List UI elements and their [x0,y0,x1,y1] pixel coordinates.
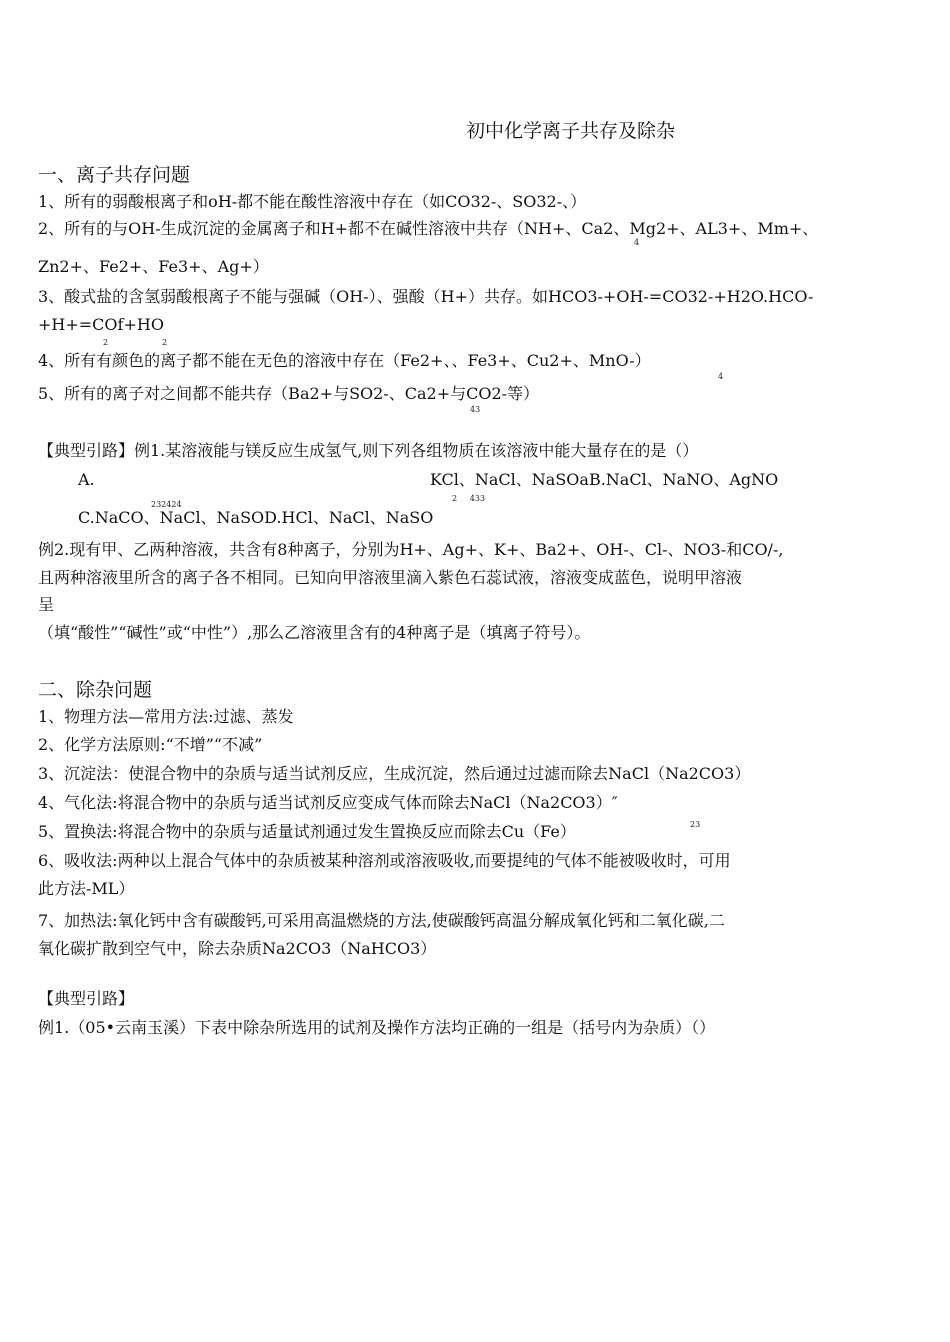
ion-rule-3: 3、酸式盐的含氢弱酸根离子不能与强碱（OH-）、强酸（H+）共存。如HCO3-+OH-=CO32-+H2O.HCO- [38,287,814,306]
example-1-options-a-b-subscripts: 2 433 [452,494,486,503]
removal-method-5-superscript: 23 [690,820,701,829]
removal-method-3: 3、沉淀法：使混合物中的杂质与适当试剂反应，生成沉淀，然后通过过滤而除去NaCl（Na2CO3） [38,764,751,783]
example-1-options-a-b: KCl、NaCl、NaSOaB.NaCl、NaNO、AgNO [430,470,779,489]
removal-method-4: 4、气化法:将混合物中的杂质与适当试剂反应变成气体而除去NaCl（Na2CO3）″ [38,793,618,812]
removal-method-2: 2、化学方法原则:“不增”“不减” [38,735,263,754]
example-2-line-1: 例2.现有甲、乙两种溶液，共含有8种离子，分别为H+、Ag+、K+、Ba2+、OH-、Cl-、NO3-和CO/-, [38,540,784,559]
section-heading-ion-coexistence: 一、离子共存问题 [38,164,191,186]
removal-method-1: 1、物理方法—常用方法:过滤、蒸发 [38,707,294,726]
example-2-line-3: 呈 [38,595,55,614]
removal-method-7: 7、加热法:氧化钙中含有碳酸钙,可采用高温燃烧的方法,使碳酸钙高温分解成氧化钙和二氧化碳,二 [38,911,725,930]
example-2-line-2: 且两种溶液里所含的离子各不相同。已知向甲溶液里滴入紫色石蕊试液，溶液变成蓝色，说明甲溶液 [38,568,743,587]
example-1-option-a-label: A. [78,470,95,489]
example-3-question: 例1.（05•云南玉溪）下表中除杂所选用的试剂及操作方法均正确的一组是（括号内为杂质）（） [38,1018,716,1037]
example-3-heading: 【典型引路】 [38,989,135,1008]
ion-rule-1: 1、所有的弱酸根离子和oH-都不能在酸性溶液中存在（如CO32-、SO32-、） [38,192,587,211]
example-2-line-4: （填“酸性”“碱性”或“中性”）,那么乙溶液里含有的4种离子是（填离子符号）。 [38,623,591,642]
removal-method-6: 6、吸收法:两种以上混合气体中的杂质被某种溶剂或溶液吸收,而要提纯的气体不能被吸收时，可用 [38,851,731,870]
ion-rule-2-subscript: 4 [634,238,640,247]
ion-rule-3-subscript-b: 2 [162,338,168,347]
ion-rule-5-subscript: 43 [470,405,481,414]
ion-rule-5: 5、所有的离子对之间都不能共存（Ba2+与SO2-、Ca2+与CO2-等） [38,384,540,403]
removal-method-6-continued: 此方法-ML） [38,879,135,898]
ion-rule-2: 2、所有的与OH-生成沉淀的金属离子和H+都不在碱性溶液中共存（NH+、Ca2、Mg2+、AL3+、Mm+、 [38,219,819,238]
page-title: 初中化学离子共存及除杂 [466,120,676,142]
example-1-question: 【典型引路】例1.某溶液能与镁反应生成氢气,则下列各组物质在该溶液中能大量存在的是（） [38,441,699,460]
example-1-options-c-d-subscripts: 232424 [151,500,182,509]
removal-method-7-continued: 氧化碳扩散到空气中，除去杂质Na2CO3（NaHCO3） [38,939,437,958]
ion-rule-4-subscript: 4 [718,372,724,381]
section-heading-impurity-removal: 二、除杂问题 [38,679,153,701]
ion-rule-3-continued: +H+=COf+HO [38,315,164,334]
removal-method-5: 5、置换法:将混合物中的杂质与适量试剂通过发生置换反应而除去Cu（Fe） [38,822,576,841]
ion-rule-4: 4、所有有颜色的离子都不能在无色的溶液中存在（Fe2+、、Fe3+、Cu2+、MnO-） [38,351,651,370]
ion-rule-3-subscript-a: 2 [103,338,109,347]
example-1-options-c-d: C.NaCO、NaCl、NaSOD.HCl、NaCl、NaSO [78,508,434,527]
ion-rule-2-continued: Zn2+、Fe2+、Fe3+、Ag+） [38,257,269,276]
